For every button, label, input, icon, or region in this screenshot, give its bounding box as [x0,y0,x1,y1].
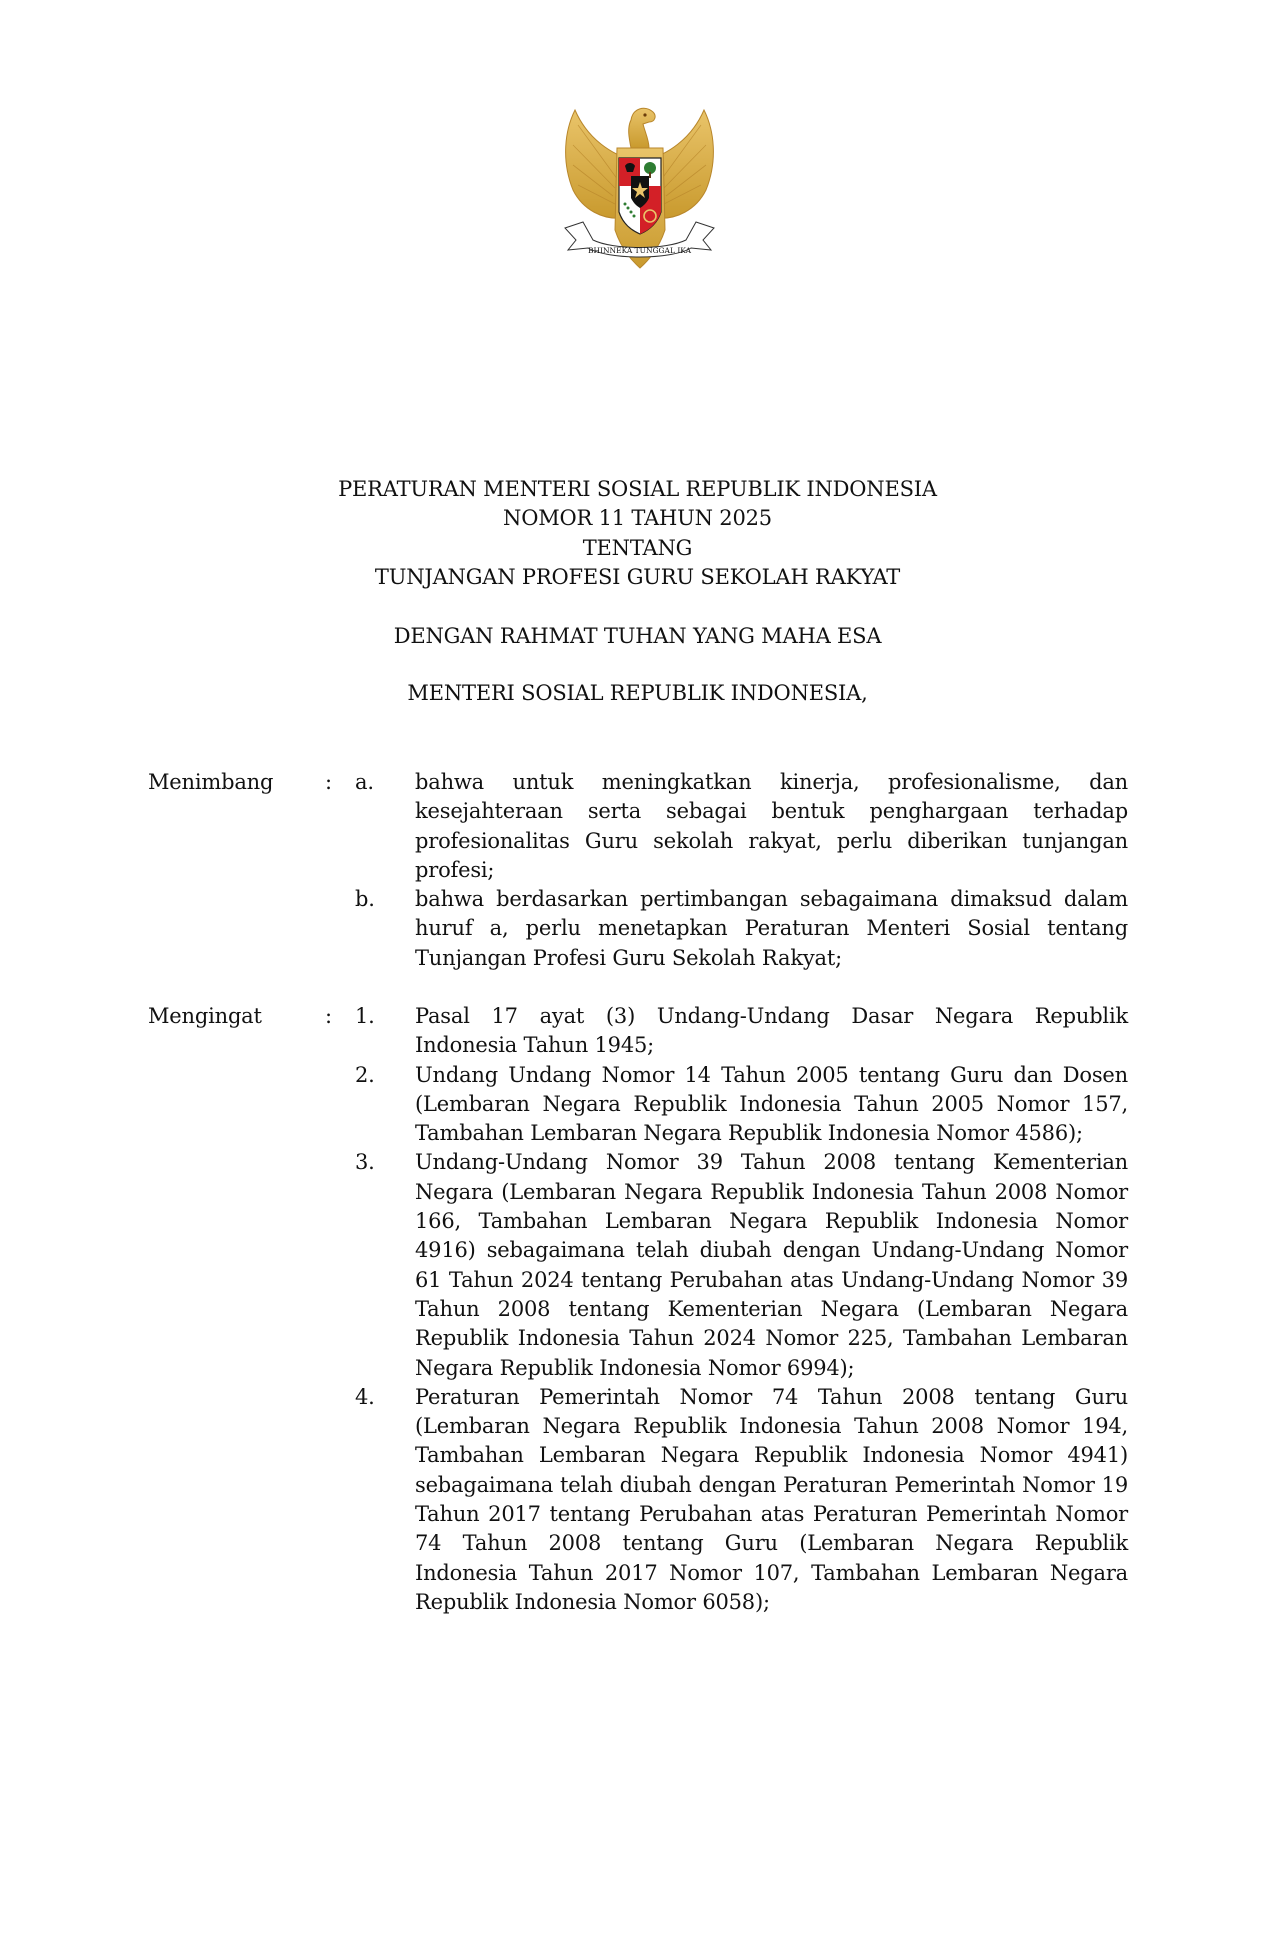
mengingat-item [0,1383,1275,1617]
item-text: Undang-Undang Nomor 39 Tahun 2008 tentang Kementerian Negara (Lembaran Negara Republik Indonesia Tahun 2008 Nomor 166, Tambahan Lembaran Negara Republik Indonesia Nomor 4916) sebagaimana telah diubah dengan Undang-Undang Nomor 61 Tahun 2024 tentang Perubahan atas Undang-Undang Nomor 39 Tahun 2008 tentang Kementerian Negara (Lembaran Negara Republik Indonesia Tahun 2024 Nomor 225, Tambahan Lembaran Negara Republik Indonesia Nomor 6994); [415,1150,1128,1380]
item-marker: 4. [355,1384,375,1409]
title-block [0,475,1275,592]
menimbang-item [0,768,1275,885]
mengingat-item [0,1061,1275,1149]
mengingat-item [0,1002,1275,1061]
item-text: bahwa berdasarkan pertimbangan sebagaimana dimaksud dalam huruf a, perlu menetapkan Peraturan Menteri Sosial tentang Tunjangan Profesi Guru Sekolah Rakyat; [415,887,1128,970]
item-text: Undang Undang Nomor 14 Tahun 2005 tentang Guru dan Dosen (Lembaran Negara Republik Indonesia Tahun 2005 Nomor 157, Tambahan Lembaran Negara Republik Indonesia Nomor 4586); [415,1062,1128,1146]
garuda-pancasila-emblem [553,100,726,278]
item-marker: 3. [355,1150,375,1175]
menimbang-item [0,885,1275,973]
item-marker: b. [355,887,375,912]
mengingat-label: Mengingat [148,1004,262,1028]
item-text: Pasal 17 ayat (3) Undang-Undang Dasar Negara Republik Indonesia Tahun 1945; [415,1004,1128,1058]
garuda-emblem-icon [553,100,726,278]
item-text: Peraturan Pemerintah Nomor 74 Tahun 2008 tentang Guru (Lembaran Negara Republik Indonesia Tahun 2008 Nomor 194, Tambahan Lembaran Negara Republik Indonesia Nomor 4941) sebagaimana telah diubah dengan Peraturan Pemerintah Nomor 19 Tahun 2017 tentang Perubahan atas Peraturan Pemerintah Nomor 74 Tahun 2008 tentang Guru (Lembaran Negara Republik Indonesia Tahun 2017 Nomor 107, Tambahan Lembaran Negara Republik Indonesia Nomor 6058); [415,1384,1128,1614]
title-line-number: NOMOR 11 TAHUN 2025 [503,506,772,531]
motto-ribbon-text: BHINNEKA TUNGGAL IKA [587,246,692,255]
item-marker: a. [355,770,374,794]
mengingat-colon: : [325,1004,332,1028]
title-line-subject: TUNJANGAN PROFESI GURU SEKOLAH RAKYAT [374,564,901,589]
title-line-about: TENTANG [582,535,693,560]
menimbang-label: Menimbang [148,770,274,794]
minister-line: MENTERI SOSIAL REPUBLIK INDONESIA, [407,681,868,705]
menimbang-section [0,768,1275,973]
title-line-regulation: PERATURAN MENTERI SOSIAL REPUBLIK INDONESIA [338,477,937,501]
item-text: bahwa untuk meningkatkan kinerja, profesionalisme, dan kesejahteraan serta sebagai bentuk penghargaan terhadap profesionalitas Guru sekolah rakyat, perlu diberikan tunjangan profesi; [415,770,1128,882]
item-marker: 1. [355,1004,375,1028]
basmalah-line: DENGAN RAHMAT TUHAN YANG MAHA ESA [393,624,882,648]
item-marker: 2. [355,1062,375,1087]
menimbang-colon: : [325,770,332,794]
mengingat-item [0,1148,1275,1382]
mengingat-section [0,1002,1275,1617]
